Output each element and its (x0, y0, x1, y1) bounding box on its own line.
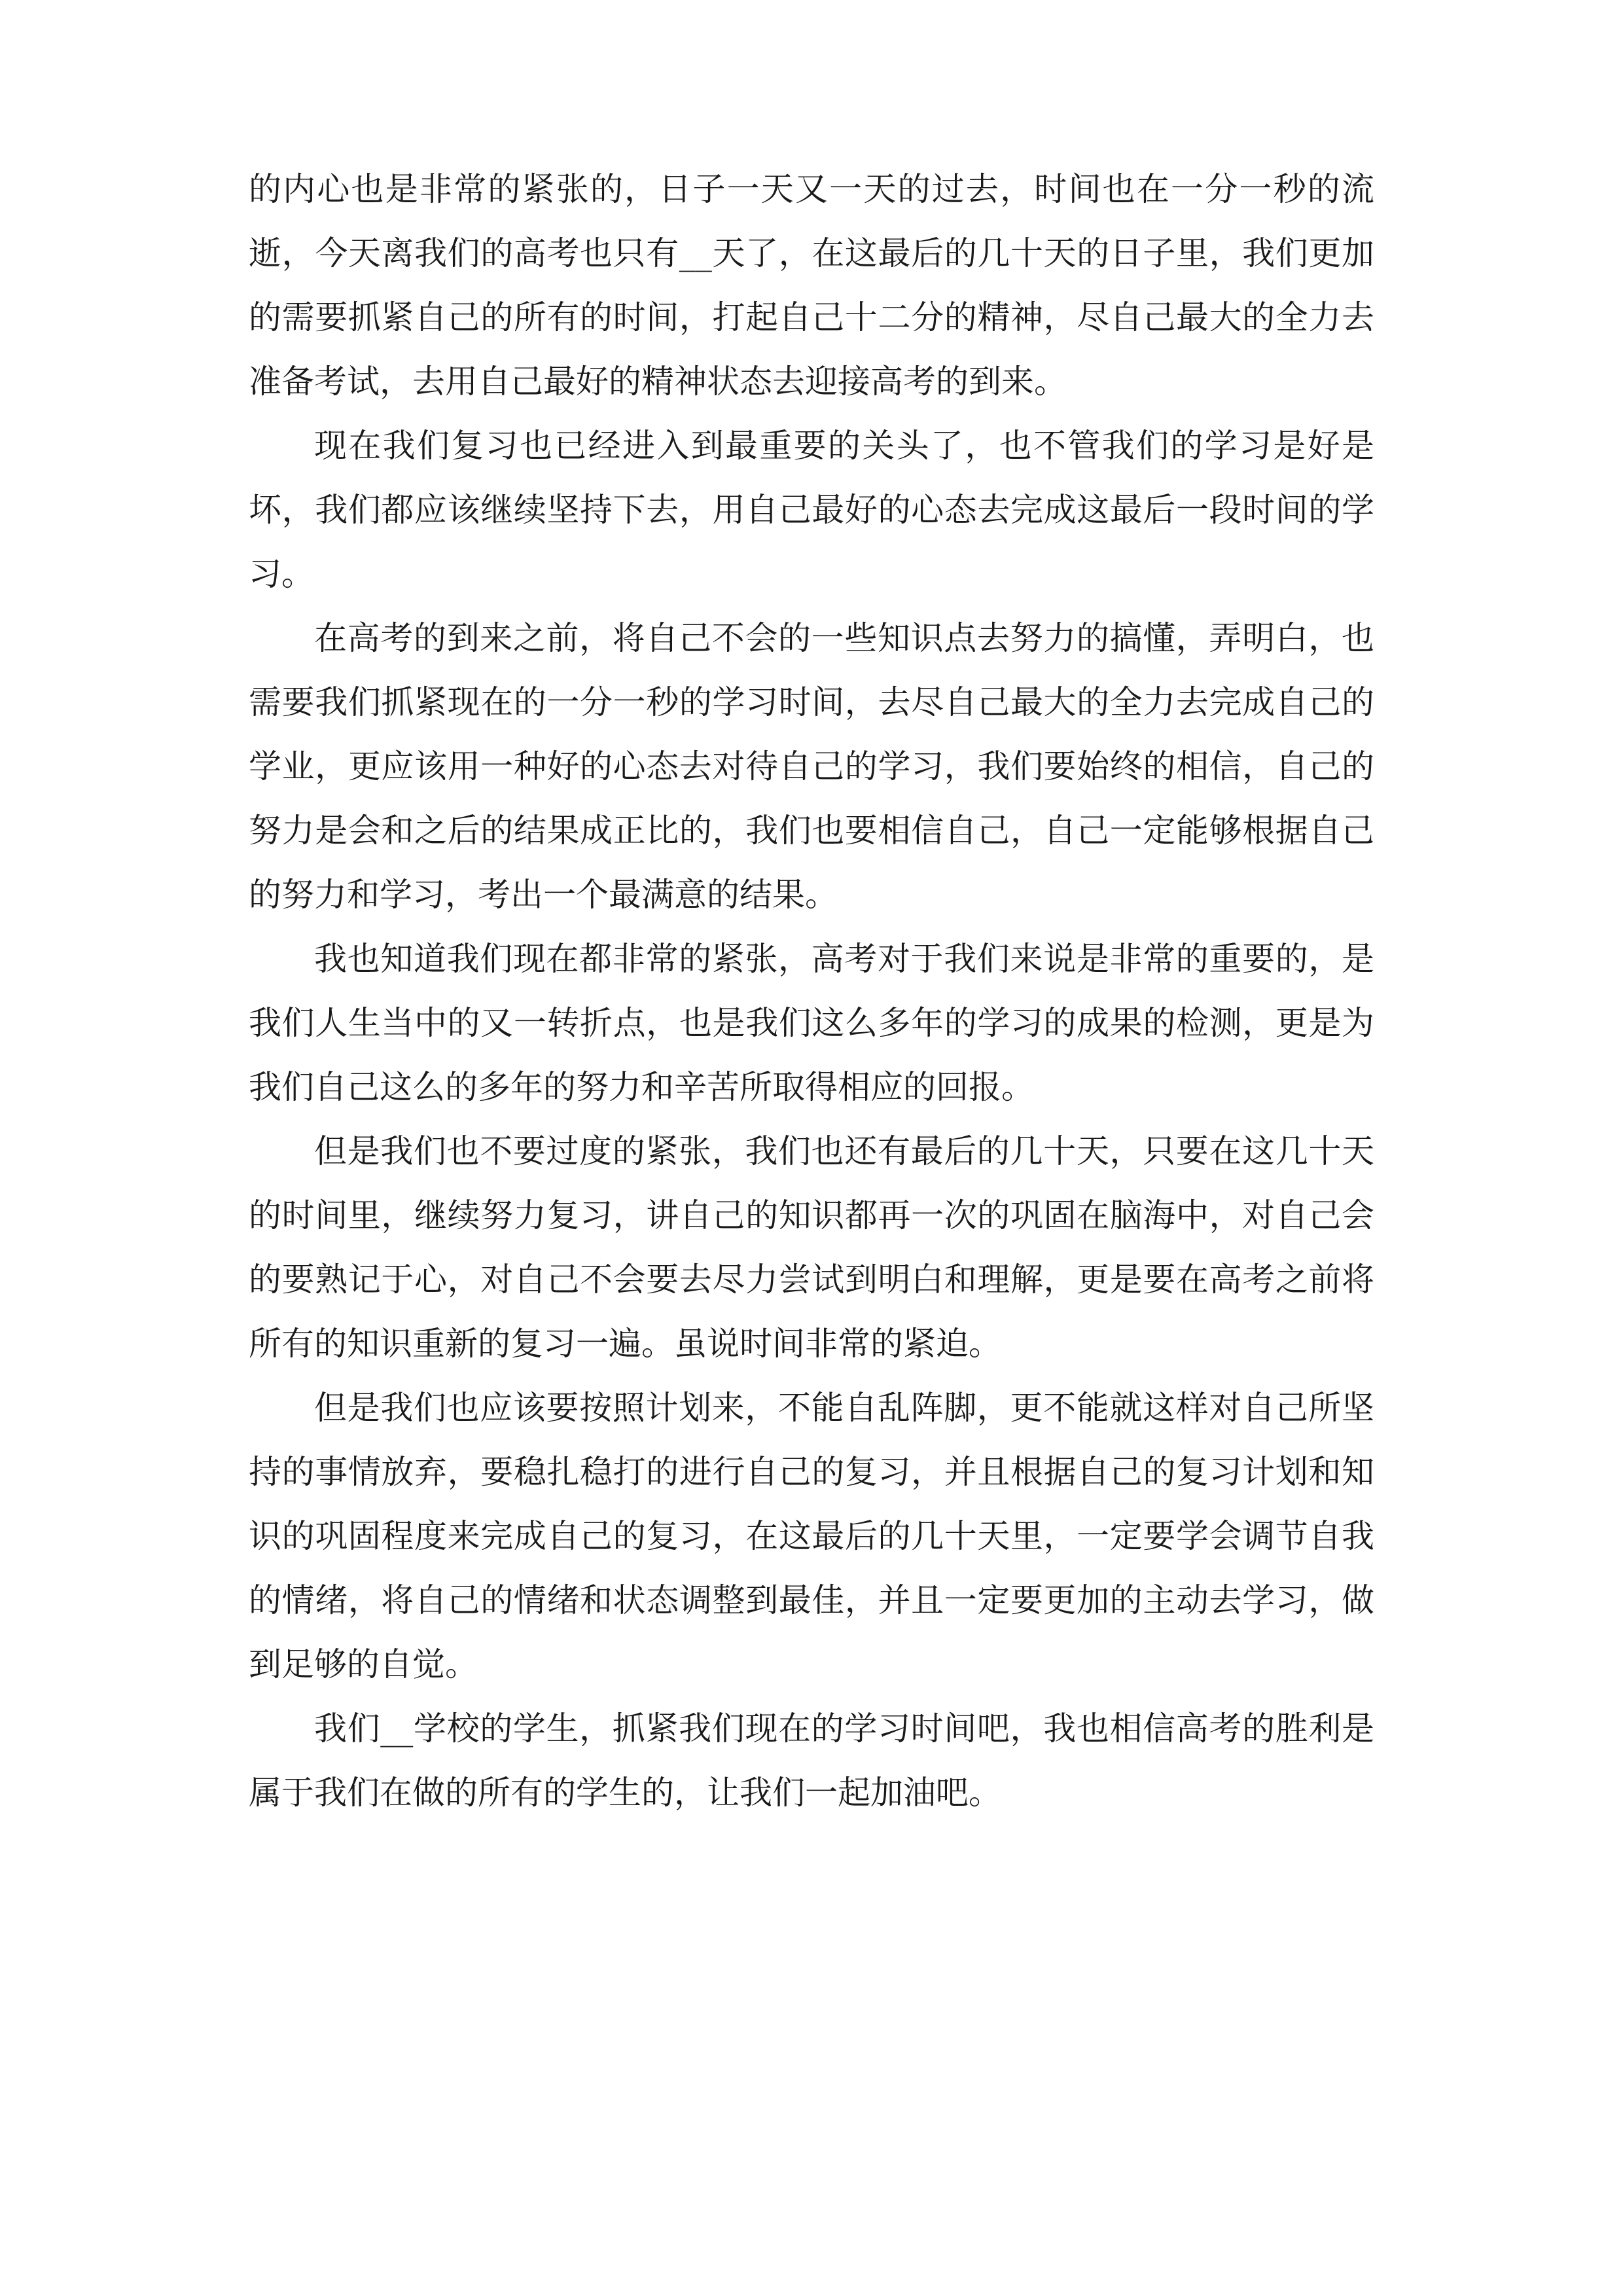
document-body (249, 157, 1374, 1825)
paragraph: 的内心也是非常的紧张的，日子一天又一天的过去，时间也在一分一秒的流逝，今天离我们的高考也只有__天了，在这最后的几十天的日子里，我们更加的需要抓紧自己的所有的时间，打起自己十二分的精神，尽自己最大的全力去准备考试，去用自己最好的精神状态去迎接高考的到来。 (249, 170, 1374, 401)
paragraph: 我们__学校的学生，抓紧我们现在的学习时间吧，我也相信高考的胜利是属于我们在做的所有的学生的，让我们一起加油吧。 (249, 1710, 1374, 1812)
paragraph: 我也知道我们现在都非常的紧张，高考对于我们来说是非常的重要的，是我们人生当中的又一转折点，也是我们这么多年的学习的成果的检测，更是为我们自己这么的多年的努力和辛苦所取得相应的回报。 (249, 940, 1374, 1106)
paragraph: 但是我们也应该要按照计划来，不能自乱阵脚，更不能就这样对自己所坚持的事情放弃，要稳扎稳打的进行自己的复习，并且根据自己的复习计划和知识的巩固程度来完成自己的复习，在这最后的几十天里，一定要学会调节自我的情绪，将自己的情绪和状态调整到最佳，并且一定要更加的主动去学习，做到足够的自觉。 (249, 1389, 1374, 1683)
paragraph: 现在我们复习也已经进入到最重要的关头了，也不管我们的学习是好是坏，我们都应该继续坚持下去，用自己最好的心态去完成这最后一段时间的学习。 (249, 427, 1374, 593)
paragraph: 但是我们也不要过度的紧张，我们也还有最后的几十天，只要在这几十天的时间里，继续努力复习，讲自己的知识都再一次的巩固在脑海中，对自己会的要熟记于心，对自己不会要去尽力尝试到明白和理解，更是要在高考之前将所有的知识重新的复习一遍。虽说时间非常的紧迫。 (249, 1132, 1374, 1363)
paragraph: 在高考的到来之前，将自己不会的一些知识点去努力的搞懂，弄明白，也需要我们抓紧现在的一分一秒的学习时间，去尽自己最大的全力去完成自己的学业，更应该用一种好的心态去对待自己的学习，我们要始终的相信，自己的努力是会和之后的结果成正比的，我们也要相信自己，自己一定能够根据自己的努力和学习，考出一个最满意的结果。 (249, 619, 1374, 914)
